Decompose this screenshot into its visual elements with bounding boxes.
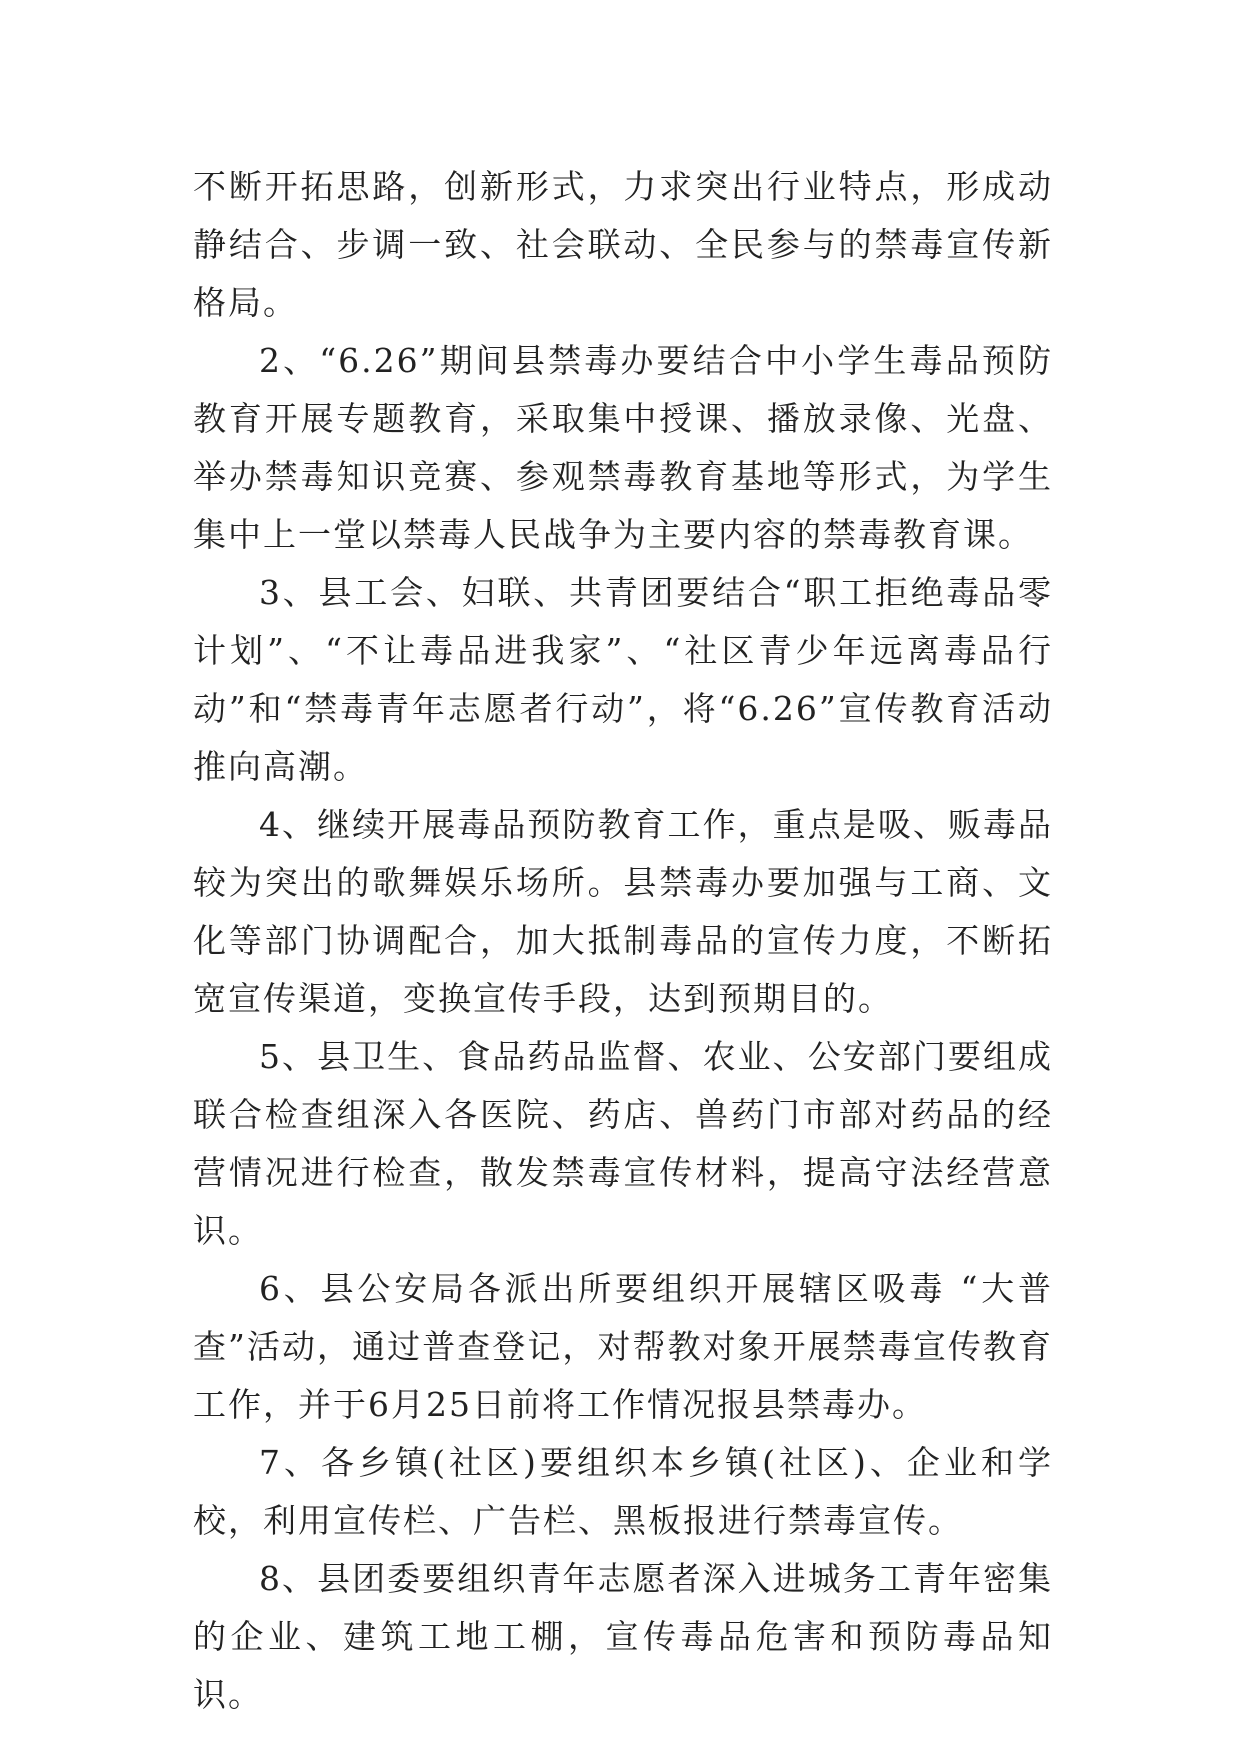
paragraph-continuation: 不断开拓思路，创新形式，力求突出行业特点，形成动静结合、步调一致、社会联动、全民参与的禁毒宣传新格局。 bbox=[193, 167, 1053, 322]
paragraph-item-4: 4、继续开展毒品预防教育工作，重点是吸、贩毒品较为突出的歌舞娱乐场所。县禁毒办要加强与工商、文化等部门协调配合，加大抵制毒品的宣传力度，不断拓宽宣传渠道，变换宣传手段，达到预期目的。 bbox=[193, 805, 1053, 1018]
paragraph-item-2: 2、“6.26”期间县禁毒办要结合中小学生毒品预防教育开展专题教育，采取集中授课、播放录像、光盘、举办禁毒知识竞赛、参观禁毒教育基地等形式，为学生集中上一堂以禁毒人民战争为主要内容的禁毒教育课。 bbox=[193, 341, 1053, 554]
document-body bbox=[193, 158, 1053, 1724]
paragraph-item-8: 8、县团委要组织青年志愿者深入进城务工青年密集的企业、建筑工地工棚，宣传毒品危害和预防毒品知识。 bbox=[193, 1559, 1053, 1714]
paragraph-item-3: 3、县工会、妇联、共青团要结合“职工拒绝毒品零计划”、“不让毒品进我家”、“社区青少年远离毒品行动”和“禁毒青年志愿者行动”，将“6.26”宣传教育活动推向高潮。 bbox=[193, 573, 1053, 786]
paragraph-item-6: 6、县公安局各派出所要组织开展辖区吸毒 “大普查”活动，通过普查登记，对帮教对象开展禁毒宣传教育工作，并于6月25日前将工作情况报县禁毒办。 bbox=[193, 1269, 1053, 1424]
paragraph-item-7: 7、各乡镇(社区)要组织本乡镇(社区)、企业和学校，利用宣传栏、广告栏、黑板报进行禁毒宣传。 bbox=[193, 1443, 1053, 1540]
paragraph-item-5: 5、县卫生、食品药品监督、农业、公安部门要组成联合检查组深入各医院、药店、兽药门市部对药品的经营情况进行检查，散发禁毒宣传材料，提高守法经营意识。 bbox=[193, 1037, 1053, 1250]
